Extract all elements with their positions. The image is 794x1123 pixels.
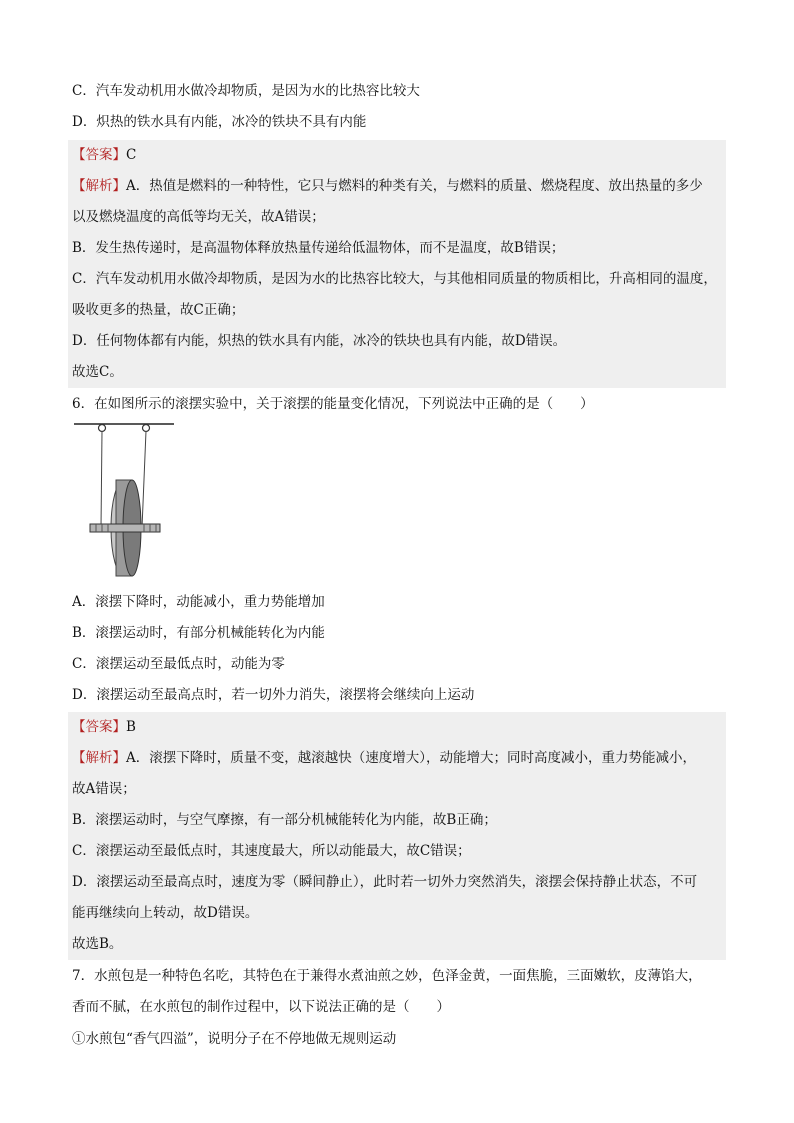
q6-analysis-line: 能再继续向上转动，故D错误。 (72, 905, 259, 921)
q5-analysis-line: D．任何物体都有内能，炽热的铁水具有内能，冰冷的铁块也具有内能，故D错误。 (72, 333, 567, 349)
q6-stem: 6．在如图所示的滚摆实验中，关于滚摆的能量变化情况，下列说法中正确的是（ ） (72, 396, 594, 412)
q6-option-b: B．滚摆运动时，有部分机械能转化为内能 (72, 625, 325, 641)
q6-analysis-line: 【解析】A．滚摆下降时，质量不变，越滚越快（速度增大），动能增大；同时高度减小，重力势能减小， (72, 750, 696, 766)
q5-analysis-line: 【解析】A．热值是燃料的一种特性，它只与燃料的种类有关，与燃料的质量、燃烧程度、放出热量的多少 (72, 178, 703, 194)
q5-option-d: D．炽热的铁水具有内能，冰冷的铁块不具有内能 (72, 114, 367, 130)
analysis-tag: 【解析】 (72, 178, 126, 194)
answer-tag: 【答案】 (72, 147, 126, 163)
q7-stem-line: 香而不腻，在水煎包的制作过程中，以下说法正确的是（ ） (72, 999, 450, 1015)
q6-analysis-line: 故A错误； (72, 781, 136, 797)
q6-analysis-line: B．滚摆运动时，与空气摩擦，有一部分机械能转化为内能，故B正确； (72, 812, 497, 828)
q7-stem-line: 7．水煎包是一种特色名吃，其特色在于兼得水煮油煎之妙，色泽金黄，一面焦脆，三面嫩软，皮薄馅大， (72, 968, 702, 984)
answer-tag: 【答案】 (72, 719, 126, 735)
q7-statement-1: ①水煎包“香气四溢”，说明分子在不停地做无规则运动 (72, 1031, 397, 1047)
q6-answer (72, 712, 726, 743)
q6-option-a: A．滚摆下降时，动能减小，重力势能增加 (72, 594, 325, 610)
q6-answer-block (68, 712, 726, 960)
analysis-tag: 【解析】 (72, 750, 126, 766)
q6-option-c: C．滚摆运动至最低点时，动能为零 (72, 656, 285, 672)
q6-analysis-line: C．滚摆运动至最低点时，其速度最大，所以动能最大，故C错误； (72, 843, 471, 859)
q5-analysis-line: 以及燃烧温度的高低等均无关，故A错误； (72, 209, 325, 225)
answer-value: B (126, 719, 136, 735)
q5-analysis-line: B．发生热传递时，是高温物体释放热量传递给低温物体，而不是温度，故B错误； (72, 240, 565, 256)
q5-analysis-line: 故选C。 (72, 364, 123, 380)
answer-value: C (126, 147, 137, 163)
q5-answer (72, 140, 726, 171)
q5-analysis-line: C．汽车发动机用水做冷却物质，是因为水的比热容比较大，与其他相同质量的物质相比，升高相同的温度， (72, 271, 717, 287)
q5-option-c: C．汽车发动机用水做冷却物质，是因为水的比热容比较大 (72, 83, 420, 99)
maxwell-pendulum-figure (72, 420, 182, 586)
q5-answer-block (68, 140, 726, 388)
q5-analysis-line: 吸收更多的热量，故C正确； (72, 302, 245, 318)
q6-analysis-line: D．滚摆运动至最高点时，速度为零（瞬间静止），此时若一切外力突然消失，滚摆会保持静止状态，不可 (72, 874, 698, 890)
q6-option-d: D．滚摆运动至最高点时，若一切外力消失，滚摆将会继续向上运动 (72, 687, 475, 703)
q6-analysis-line: 故选B。 (72, 936, 123, 952)
